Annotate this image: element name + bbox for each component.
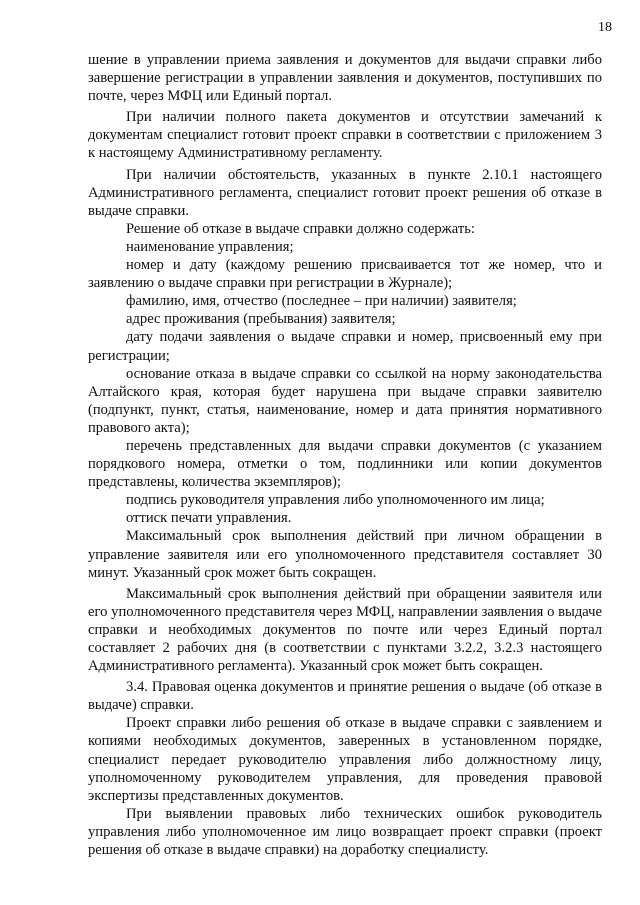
paragraph: Максимальный срок выполнения действий при обращении заявителя или его уполномоченного представителя через МФЦ, направлении заявления о выдаче справки и необходимых документов по почте или через Единый портал составляет 2 рабочих дня (в соответствии с пунктами 3.2.2, 3.2.3 настоящего Административного регламента). Указанный срок может быть сокращен. — [88, 585, 602, 675]
paragraph: При выявлении правовых либо технических ошибок руководитель управления либо уполномоченное им лицо возвращает проект справки (проект решения об отказе в выдаче справки) на доработку специалисту. — [88, 805, 602, 859]
list-item: номер и дату (каждому решению присваивается тот же номер, что и заявлению о выдаче справки при регистрации в Журнале); — [88, 257, 602, 292]
list-item: наименование управления; — [126, 238, 294, 255]
document-body — [88, 51, 602, 859]
section-heading: 3.4. Правовая оценка документов и принятие решения о выдаче (об отказе в выдаче) справки. — [88, 679, 602, 714]
list-item: дату подачи заявления о выдаче справки и номер, присвоенный ему при регистрации; — [88, 329, 602, 364]
list-item: основание отказа в выдаче справки со ссылкой на норму законодательства Алтайского края, которая будет нарушена при выдаче справки заявителю (подпункт, пункт, статья, наименование, номер и дата принятия нормативного правового акта); — [88, 365, 602, 436]
list-item: подпись руководителя управления либо уполномоченного им лица; — [126, 492, 545, 509]
paragraph-continuation: шение в управлении приема заявления и документов для выдачи справки либо завершение регистрации в управлении заявления и документов, поступивших по почте, через МФЦ или Единый портал. — [88, 52, 602, 105]
list-item: перечень представленных для выдачи справки документов (с указанием порядкового номера, отметки о том, подлинники или копии документов представлены, количества экземпляров); — [88, 437, 602, 491]
list-item: оттиск печати управления. — [126, 510, 292, 527]
paragraph: Решение об отказе в выдаче справки должно содержать: — [126, 220, 475, 237]
paragraph: При наличии обстоятельств, указанных в пункте 2.10.1 настоящего Административного регламента, специалист готовит проект решения об отказе в выдаче справки. — [88, 166, 602, 219]
list-item: фамилию, имя, отчество (последнее – при наличии) заявителя; — [126, 293, 517, 310]
page-number: 18 — [598, 20, 612, 35]
paragraph: Проект справки либо решения об отказе в выдаче справки с заявлением и копиями необходимых документов, заверенных в установленном порядке, специалист передает руководителю управления либо должностному лицу, уполномоченному руководителем управления, для проведения правовой экспертизы представленных документов. — [88, 715, 602, 804]
paragraph: Максимальный срок выполнения действий при личном обращении в управление заявителя или его уполномоченного представителя составляет 30 минут. Указанный срок может быть сокращен. — [88, 528, 602, 581]
list-item: адрес проживания (пребывания) заявителя; — [126, 311, 396, 328]
paragraph: При наличии полного пакета документов и отсутствии замечаний к документам специалист готовит проект справки в соответствии с приложением 3 к настоящему Административному регламенту. — [88, 109, 602, 162]
